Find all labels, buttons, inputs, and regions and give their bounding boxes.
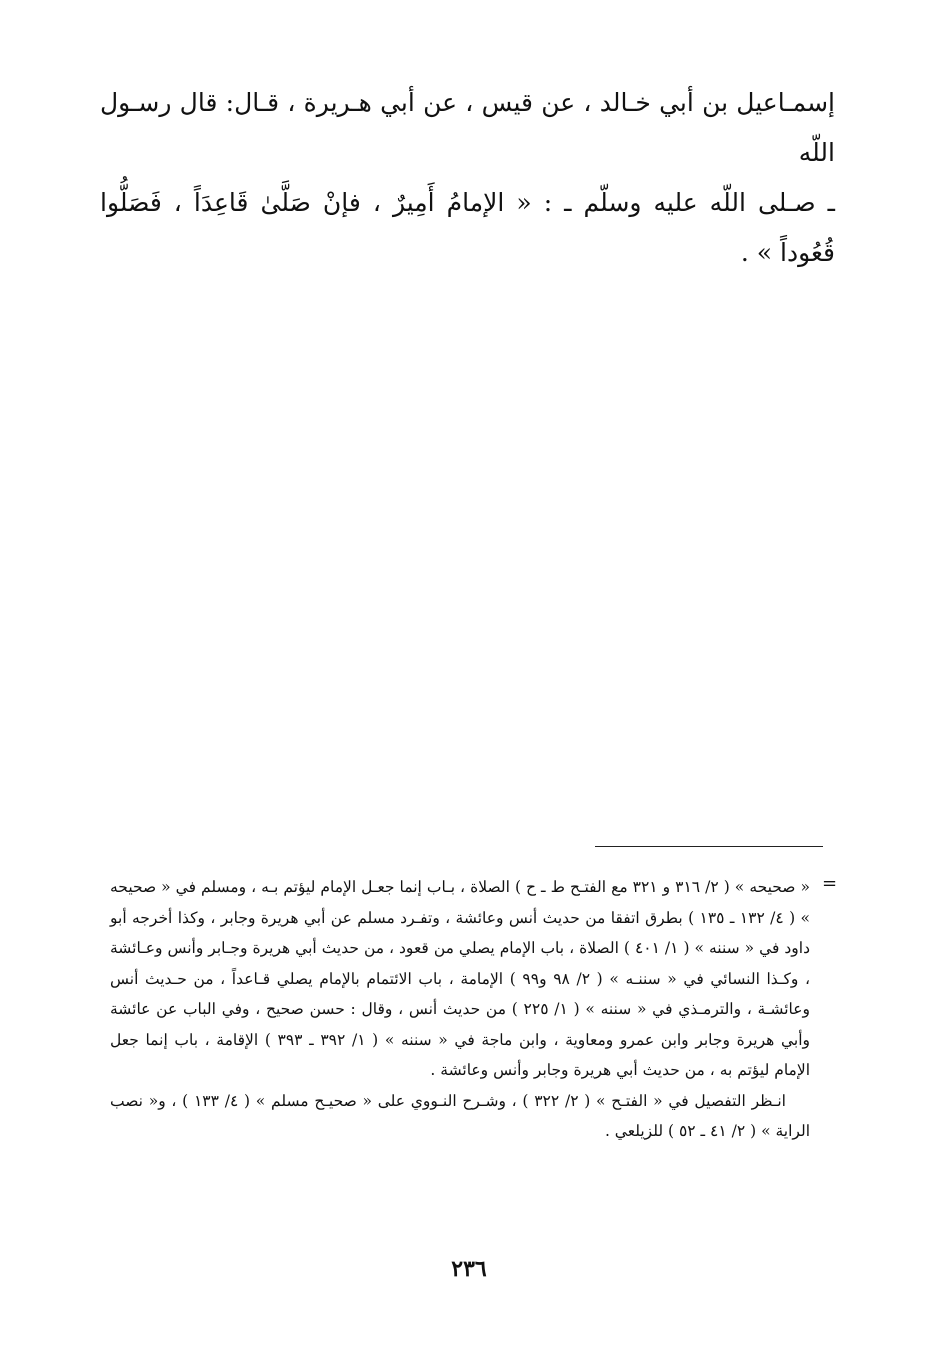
main-body-text (100, 78, 835, 278)
footnote-paragraph-1: « صحيحه » ( ٢/ ٣١٦ و ٣٢١ مع الفتـح ط ـ ح ) الصلاة ، بـاب إنما جعـل الإمام ليؤتم بـه ، ومسلم في « صحيحه » ( ٤/ ١٣٢ ـ ١٣٥ ) بطرق اتفقا من حديث أنس وعائشة ، وتفـرد مسلم عن أبي هريرة وجابر ، وكذا أخرجه أبو داود في « سننه » ( ١/ ٤٠١ ) الصلاة ، باب الإمام يصلي من قعود ، من حديث أبي هريرة وجـابر وأنس وعـائشة ، وكـذا النسائي في « سننـه » ( ٢/ ٩٨ و٩٩ ) الإمامة ، باب الائتمام بالإمام يصلي قـاعداً ، من حـديث أنس وعائشـة ، والترمـذي في « سننه » ( ١/ ٢٢٥ ) من حديث أنس ، وقال : حسن صحيح ، وفي الباب عن عائشة وأبي هريرة وجابر وابن عمرو ومعاوية ، وابن ماجة في « سننه » ( ١/ ٣٩٢ ـ ٣٩٣ ) الإقامة ، باب إنما جعل الإمام ليؤتم به ، من حديث أبي هريرة وجابر وأنس وعائشة . (110, 878, 811, 1079)
footnote-separator-rule (595, 846, 823, 847)
main-text-line-1: إسمـاعيل بن أبي خـالد ، عن قيس ، عن أبي هـريرة ، قـال: قال رسـول اللّه (100, 88, 835, 167)
footnote-continuation-mark: = (822, 873, 838, 894)
page-number: ٢٣٦ (451, 1256, 487, 1282)
main-text-line-2: ـ صـلى اللّه عليه وسلّم ـ : « الإمامُ أَمِيرٌ ، فإنْ صَلَّىٰ قَاعِدَاً ، فَصَلُّوا قُعُوداً » . (100, 188, 835, 267)
footnotes (110, 872, 810, 1147)
footnote-paragraph-2: انـظر التفصيل في « الفتـح » ( ٢/ ٣٢٢ ) ، وشـرح النـووي على « صحيـح مسلم » ( ٤/ ١٣٣ ) ، و« نصب الراية » ( ٢/ ٤١ ـ ٥٢ ) للزيلعي . (110, 1091, 810, 1140)
